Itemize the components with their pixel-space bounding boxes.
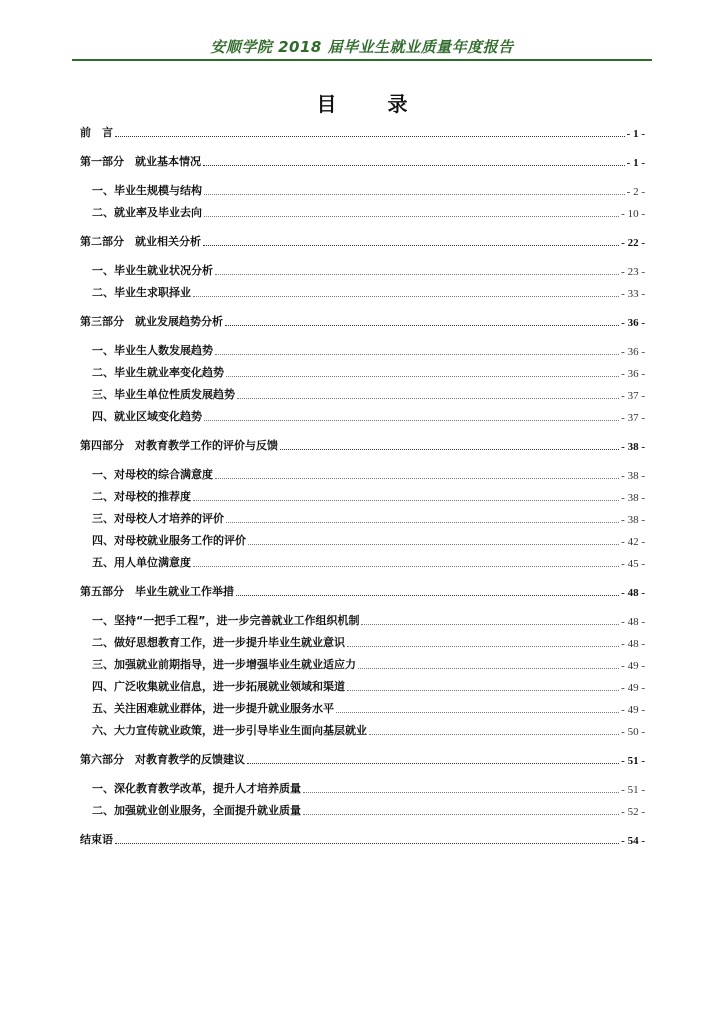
toc-dot-leader <box>215 478 619 479</box>
toc-dot-leader <box>247 763 619 764</box>
toc-page-number: - 38 - <box>621 514 645 526</box>
toc-section-entry[interactable] <box>80 583 645 599</box>
toc-page-number: - 37 - <box>621 412 645 424</box>
toc-entry-title: 第五部分 毕业生就业工作举措 <box>80 585 234 598</box>
toc-entry-title: 结束语 <box>80 833 113 846</box>
toc-entry-title: 三、毕业生单位性质发展趋势 <box>92 388 235 401</box>
toc-page-number: - 51 - <box>621 784 645 796</box>
toc-subsection-entry[interactable] <box>80 678 645 694</box>
toc-page-number: - 36 - <box>621 317 645 329</box>
toc-page-number: - 54 - <box>621 835 645 847</box>
toc-entry-title: 二、做好思想教育工作，进一步提升毕业生就业意识 <box>92 636 345 649</box>
toc-section-entry[interactable] <box>80 153 645 169</box>
toc-entry-title: 第四部分 对教育教学工作的评价与反馈 <box>80 439 278 452</box>
toc-subsection-entry[interactable] <box>80 284 645 300</box>
toc-dot-leader <box>369 734 619 735</box>
toc-section-entry[interactable] <box>80 313 645 329</box>
toc-section-entry[interactable] <box>80 124 645 140</box>
toc-entry-title: 五、用人单位满意度 <box>92 556 191 569</box>
toc-section-entry[interactable] <box>80 831 645 847</box>
toc-dot-leader <box>115 843 619 844</box>
toc-title: 目 录 <box>316 92 430 116</box>
toc-entry-title: 一、对母校的综合满意度 <box>92 468 213 481</box>
toc-page-number: - 38 - <box>621 441 645 453</box>
toc-page-number: - 48 - <box>621 616 645 628</box>
toc-subsection-entry[interactable] <box>80 262 645 278</box>
toc-section-entry[interactable] <box>80 437 645 453</box>
toc-subsection-entry[interactable] <box>80 342 645 358</box>
toc-subsection-entry[interactable] <box>80 532 645 548</box>
toc-page-number: - 51 - <box>621 755 645 767</box>
header-rule <box>72 59 652 61</box>
toc-entry-title: 二、毕业生就业率变化趋势 <box>92 366 224 379</box>
toc-entry-title: 一、毕业生就业状况分析 <box>92 264 213 277</box>
toc-dot-leader <box>115 136 625 137</box>
toc-dot-leader <box>347 690 619 691</box>
toc-subsection-entry[interactable] <box>80 510 645 526</box>
toc-section-entry[interactable] <box>80 233 645 249</box>
toc-entry-title: 四、就业区域变化趋势 <box>92 410 202 423</box>
toc-dot-leader <box>203 165 625 166</box>
toc-subsection-entry[interactable] <box>80 700 645 716</box>
toc-dot-leader <box>248 544 619 545</box>
toc-entry-title: 第二部分 就业相关分析 <box>80 235 201 248</box>
toc-subsection-entry[interactable] <box>80 204 645 220</box>
toc-page-number: - 48 - <box>621 587 645 599</box>
toc-page-number: - 38 - <box>621 492 645 504</box>
toc-entry-title: 二、加强就业创业服务，全面提升就业质量 <box>92 804 301 817</box>
toc-dot-leader <box>347 646 619 647</box>
toc-subsection-entry[interactable] <box>80 634 645 650</box>
toc-subsection-entry[interactable] <box>80 182 645 198</box>
toc-subsection-entry[interactable] <box>80 488 645 504</box>
toc-dot-leader <box>215 354 619 355</box>
toc-entry-title: 四、对母校就业服务工作的评价 <box>92 534 246 547</box>
toc-dot-leader <box>204 420 619 421</box>
toc-entry-title: 第一部分 就业基本情况 <box>80 155 201 168</box>
toc-entry-title: 三、加强就业前期指导，进一步增强毕业生就业适应力 <box>92 658 356 671</box>
toc-page-number: - 49 - <box>621 704 645 716</box>
toc-dot-leader <box>204 194 625 195</box>
toc-page-number: - 2 - <box>626 186 645 198</box>
toc-page-number: - 36 - <box>621 368 645 380</box>
toc-subsection-entry[interactable] <box>80 780 645 796</box>
toc-subsection-entry[interactable] <box>80 802 645 818</box>
toc-dot-leader <box>193 566 619 567</box>
toc-subsection-entry[interactable] <box>80 722 645 738</box>
toc-dot-leader <box>226 376 619 377</box>
toc-subsection-entry[interactable] <box>80 656 645 672</box>
toc-subsection-entry[interactable] <box>80 466 645 482</box>
toc-page-number: - 52 - <box>621 806 645 818</box>
toc-subsection-entry[interactable] <box>80 408 645 424</box>
toc-entry-title: 三、对母校人才培养的评价 <box>92 512 224 525</box>
toc-entry-title: 一、毕业生人数发展趋势 <box>92 344 213 357</box>
toc-dot-leader <box>237 398 619 399</box>
toc-dot-leader <box>204 216 619 217</box>
toc-dot-leader <box>336 712 619 713</box>
toc-page-number: - 49 - <box>621 682 645 694</box>
toc-page-number: - 38 - <box>621 470 645 482</box>
toc-subsection-entry[interactable] <box>80 386 645 402</box>
toc-page-number: - 45 - <box>621 558 645 570</box>
toc-dot-leader <box>280 449 619 450</box>
toc-entry-title: 第六部分 对教育教学的反馈建议 <box>80 753 245 766</box>
toc-entry-title: 二、毕业生求职择业 <box>92 286 191 299</box>
toc-entry-title: 前 言 <box>80 126 113 139</box>
toc-dot-leader <box>215 274 619 275</box>
toc-dot-leader <box>193 500 619 501</box>
toc-page-number: - 1 - <box>626 157 645 169</box>
toc-entry-title: 一、深化教育教学改革，提升人才培养质量 <box>92 782 301 795</box>
toc-page-number: - 23 - <box>621 266 645 278</box>
running-header: 安顺学院 2018 届毕业生就业质量年度报告 <box>210 38 514 56</box>
toc-dot-leader <box>226 522 619 523</box>
toc-section-entry[interactable] <box>80 751 645 767</box>
toc-subsection-entry[interactable] <box>80 364 645 380</box>
toc-entry-title: 二、对母校的推荐度 <box>92 490 191 503</box>
toc-entry-title: 一、坚持“一把手工程”，进一步完善就业工作组织机制 <box>92 614 360 627</box>
toc-page-number: - 37 - <box>621 390 645 402</box>
toc-entry-title: 第三部分 就业发展趋势分析 <box>80 315 223 328</box>
toc-subsection-entry[interactable] <box>80 612 645 628</box>
toc-page-number: - 50 - <box>621 726 645 738</box>
toc-page-number: - 1 - <box>626 128 645 140</box>
toc-entry-title: 二、就业率及毕业去向 <box>92 206 202 219</box>
toc-dot-leader <box>303 814 619 815</box>
toc-dot-leader <box>193 296 619 297</box>
toc-page-number: - 36 - <box>621 346 645 358</box>
toc-dot-leader <box>358 668 619 669</box>
toc-page-number: - 33 - <box>621 288 645 300</box>
toc-entry-title: 六、大力宣传就业政策，进一步引导毕业生面向基层就业 <box>92 724 367 737</box>
toc-dot-leader <box>236 595 619 596</box>
toc-dot-leader <box>203 245 619 246</box>
toc-entry-title: 一、毕业生规模与结构 <box>92 184 202 197</box>
toc-dot-leader <box>303 792 619 793</box>
toc-subsection-entry[interactable] <box>80 554 645 570</box>
toc-entry-title: 五、关注困难就业群体，进一步提升就业服务水平 <box>92 702 334 715</box>
toc-page-number: - 49 - <box>621 660 645 672</box>
toc-page-number: - 22 - <box>621 237 645 249</box>
toc-page-number: - 48 - <box>621 638 645 650</box>
toc-page-number: - 10 - <box>621 208 645 220</box>
toc-dot-leader <box>225 325 619 326</box>
toc-entry-title: 四、广泛收集就业信息，进一步拓展就业领域和渠道 <box>92 680 345 693</box>
toc-dot-leader <box>361 624 619 625</box>
toc-page-number: - 42 - <box>621 536 645 548</box>
